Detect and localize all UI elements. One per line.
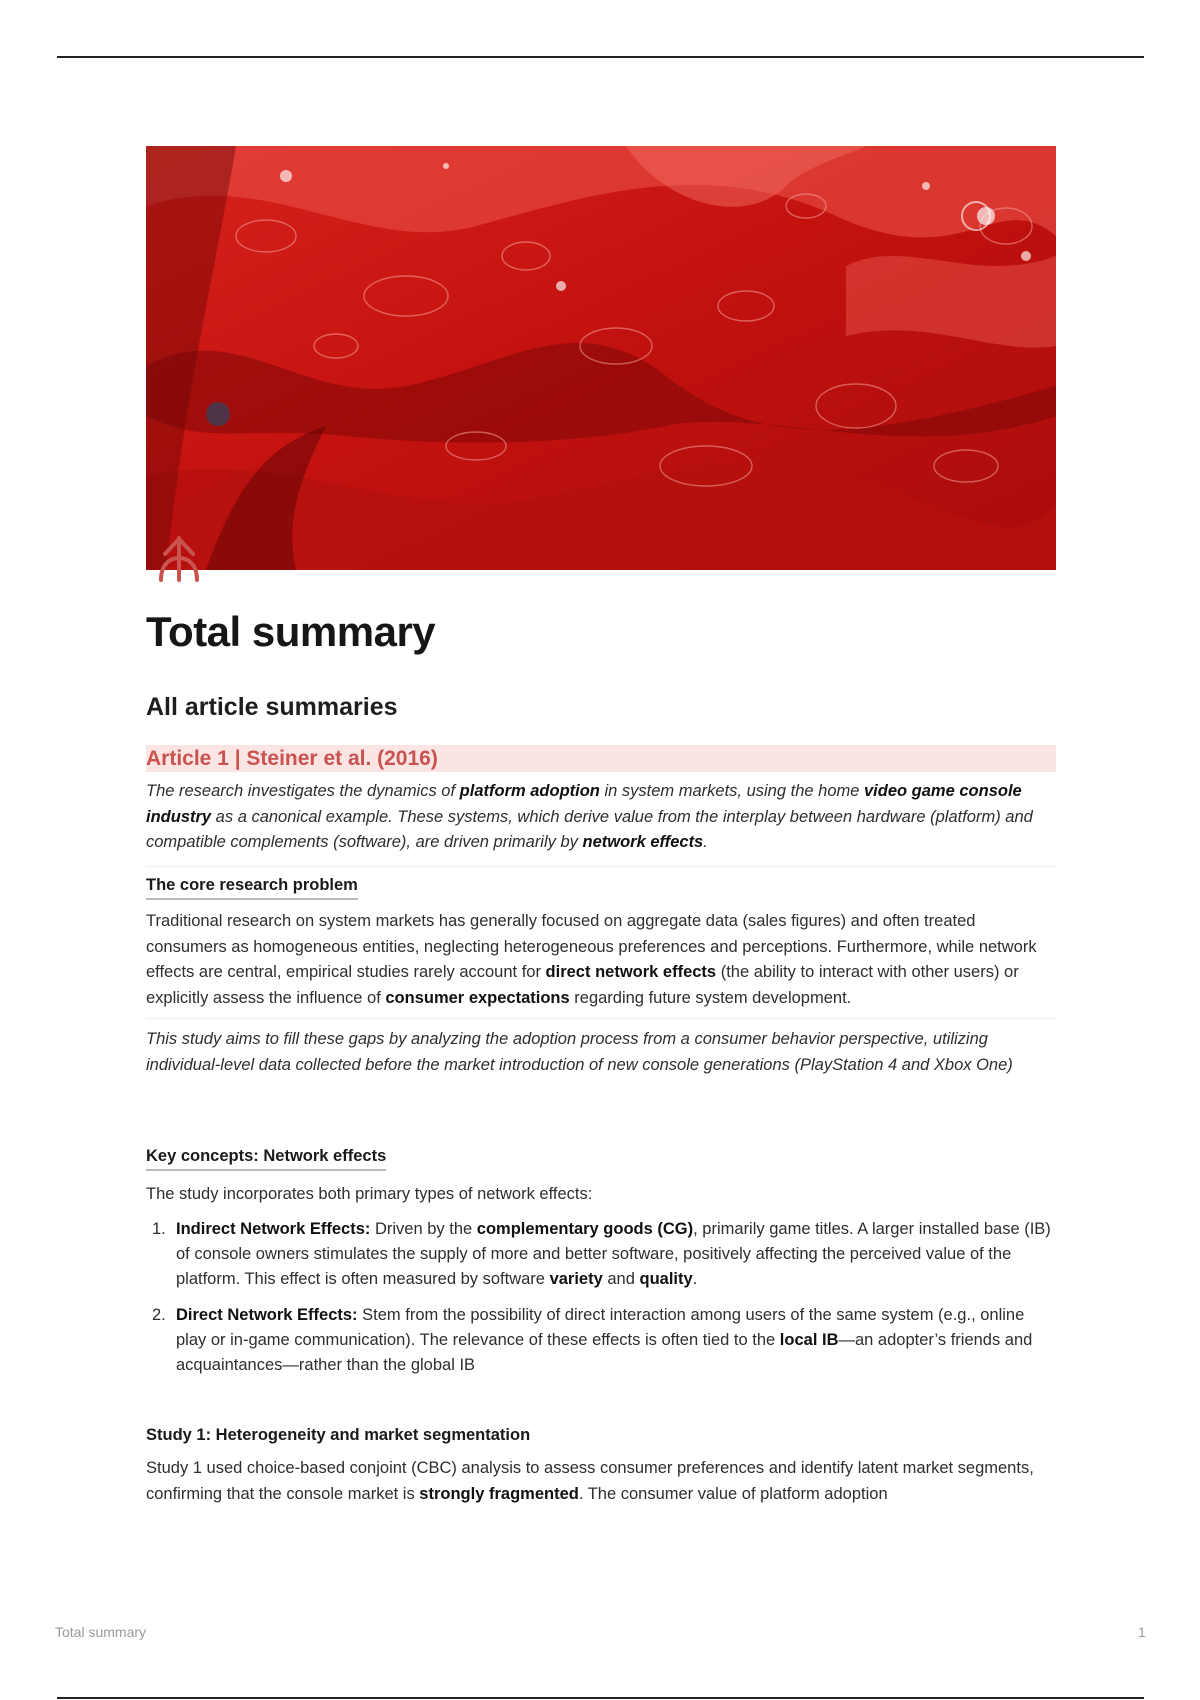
network-effects-list (146, 1217, 1056, 1389)
article-heading: Article 1 | Steiner et al. (2016) (146, 747, 438, 770)
list-item: 2. Direct Network Effects: Stem from the possibility of direct interaction among users of the same system (e.g., online play or in-game communication). The relevance of these effects is often tied to the local IB—an adopter’s friends and acquaintances—rather than the global IB (152, 1306, 1033, 1374)
footer-label: Total summary (55, 1624, 147, 1640)
core-problem-heading: The core research problem (146, 876, 358, 900)
network-effects-intro: The study incorporates both primary types of network effects: (146, 1185, 593, 1203)
study1-heading: Study 1: Heterogeneity and market segmentation (146, 1426, 531, 1444)
study1-paragraph: Study 1 used choice-based conjoint (CBC) analysis to assess consumer preferences and identify latent market segments, confirming that the console market is strongly fragmented. The consumer value of platform adoption (146, 1459, 1034, 1503)
section-heading: All article summaries (146, 693, 398, 721)
network-effects-heading: Key concepts: Network effects (146, 1147, 386, 1171)
list-item: 1. Indirect Network Effects: Driven by the complementary goods (CG), primarily game titles. A larger installed base (IB) of console owners stimulates the supply of more and better software, positively affecting the perceived value of the platform. This effect is often measured by software variety and quality. (152, 1220, 1051, 1288)
bottom-rule (57, 1697, 1144, 1699)
intro-paragraph: The research investigates the dynamics of platform adoption in system markets, using the home video game console industry as a canonical example. These systems, which derive value from the interplay between hardware (platform) and compatible complements (software), are driven primarily by network effects. (146, 782, 1033, 851)
page-title: Total summary (146, 608, 436, 655)
study-aim-paragraph: This study aims to fill these gaps by analyzing the adoption process from a consumer behavior perspective, utilizing individual-level data collected before the market introduction of new console generations (PlayStation 4 and Xbox One) (146, 1030, 1013, 1074)
divider (146, 1018, 1056, 1019)
core-problem-paragraph: Traditional research on system markets has generally focused on aggregate data (sales figures) and often treated consumers as homogeneous entities, neglecting heterogeneous preferences and perceptions. Furthermore, while network effects are central, empirical studies rarely account for direct network effects (the ability to interact with other users) or explicitly assess the influence of consumer expectations regarding future system development. (146, 912, 1037, 1007)
cover-image (146, 146, 1056, 570)
divider (146, 866, 1056, 867)
page-number: 1 (1138, 1624, 1146, 1640)
top-rule (57, 56, 1144, 58)
upward-arrow-icon (156, 534, 202, 584)
